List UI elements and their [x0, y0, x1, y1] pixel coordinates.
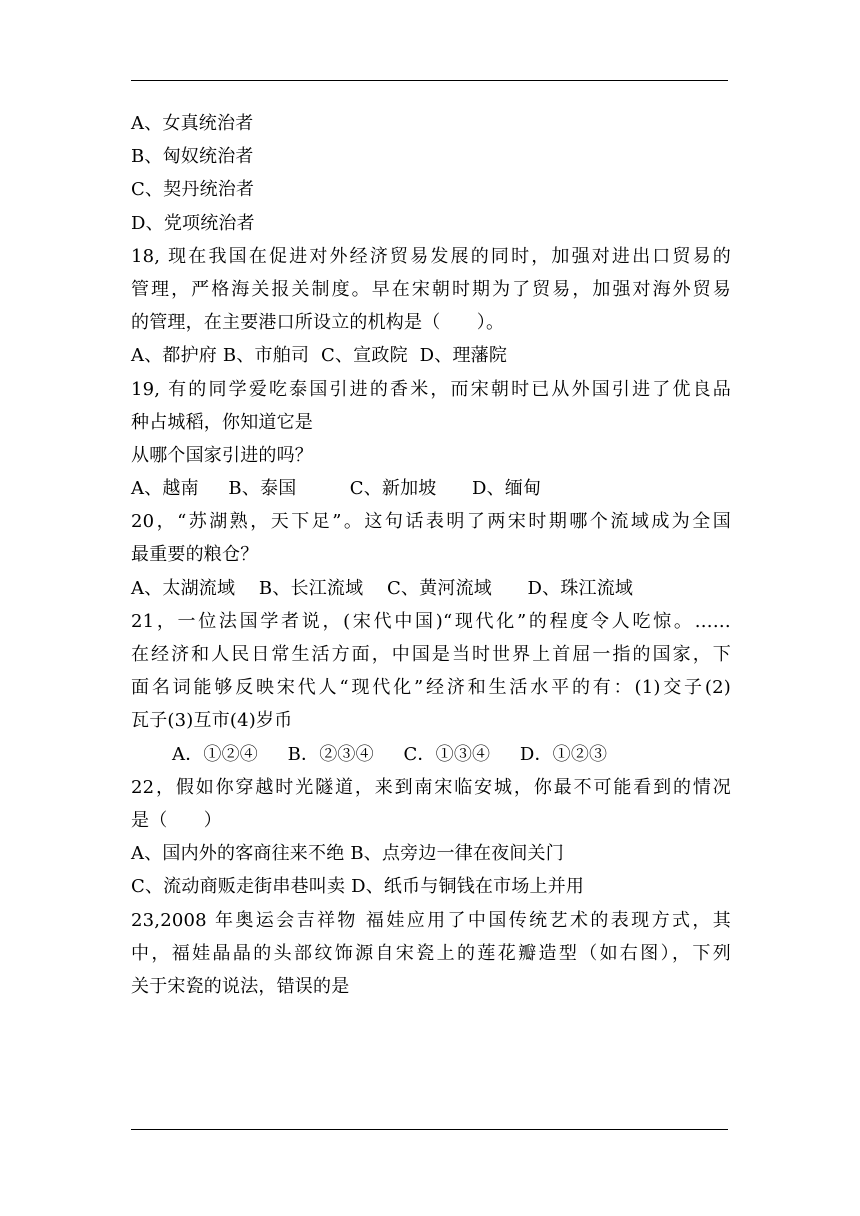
- footer-rule: [131, 1129, 728, 1130]
- question-19-line-2: 种占城稻，你知道它是: [131, 411, 313, 433]
- question-20-options: A、太湖流域 B、长江流域 C、黄河流域 D、珠江流域: [131, 577, 634, 599]
- question-21-line-1: 21，一位法国学者说，(宋代中国)“现代化”的程度令人吃惊。……: [131, 610, 731, 632]
- question-22-options-cd: C、流动商贩走街串巷叫卖 D、纸币与铜钱在市场上并用: [131, 876, 585, 898]
- option-c: C、契丹统治者: [131, 179, 255, 201]
- document-body: [131, 107, 731, 1003]
- question-23-line-2: 中，福娃晶晶的头部纹饰源自宋瓷上的莲花瓣造型（如右图），下列: [131, 942, 731, 964]
- question-19-options: A、越南 B、泰国 C、新加坡 D、缅甸: [131, 478, 542, 500]
- option-b: B、匈奴统治者: [131, 146, 254, 168]
- header-rule: [131, 80, 728, 81]
- question-18-line-1: 18, 现在我国在促进对外经济贸易发展的同时，加强对进出口贸易的: [131, 245, 731, 267]
- question-20-line-1: 20，“苏湖熟，天下足”。这句话表明了两宋时期哪个流域成为全国: [131, 511, 731, 533]
- question-18-line-3: 的管理，在主要港口所设立的机构是（ ）。: [131, 312, 505, 334]
- question-22-line-2: 是（ ）: [131, 809, 222, 831]
- question-23-line-1: 23,2008 年奥运会吉祥物 福娃应用了中国传统艺术的表现方式，其: [131, 909, 731, 931]
- question-21-line-2: 在经济和人民日常生活方面，中国是当时世界上首屈一指的国家，下: [131, 644, 731, 665]
- question-19-line-1: 19, 有的同学爱吃泰国引进的香米，而宋朝时已从外国引进了优良品: [131, 378, 731, 400]
- question-22-options-ab: A、国内外的客商往来不绝 B、点旁边一律在夜间关门: [131, 843, 564, 865]
- question-21-line-3: 面名词能够反映宋代人“现代化”经济和生活水平的有：(1)交子(2): [131, 677, 731, 699]
- question-20-line-2: 最重要的粮仓？: [131, 544, 259, 566]
- question-18-line-2: 管理，严格海关报关制度。早在宋朝时期为了贸易，加强对海外贸易: [131, 278, 731, 300]
- question-21-options: A．①②④ B．②③④ C．①③④ D．①②③: [172, 743, 608, 765]
- option-d: D、党项统治者: [131, 212, 255, 234]
- question-21-line-4: 瓦子(3)互市(4)岁币: [131, 710, 293, 732]
- question-23-line-3: 关于宋瓷的说法，错误的是: [131, 975, 350, 997]
- option-a: A、女真统治者: [131, 113, 254, 134]
- question-19-line-3: 从哪个国家引进的吗？: [131, 444, 313, 466]
- question-18-options: A、都护府 B、市舶司 C、宣政院 D、理藩院: [131, 345, 508, 367]
- question-22-line-1: 22，假如你穿越时光隧道，来到南宋临安城，你最不可能看到的情况: [131, 776, 731, 798]
